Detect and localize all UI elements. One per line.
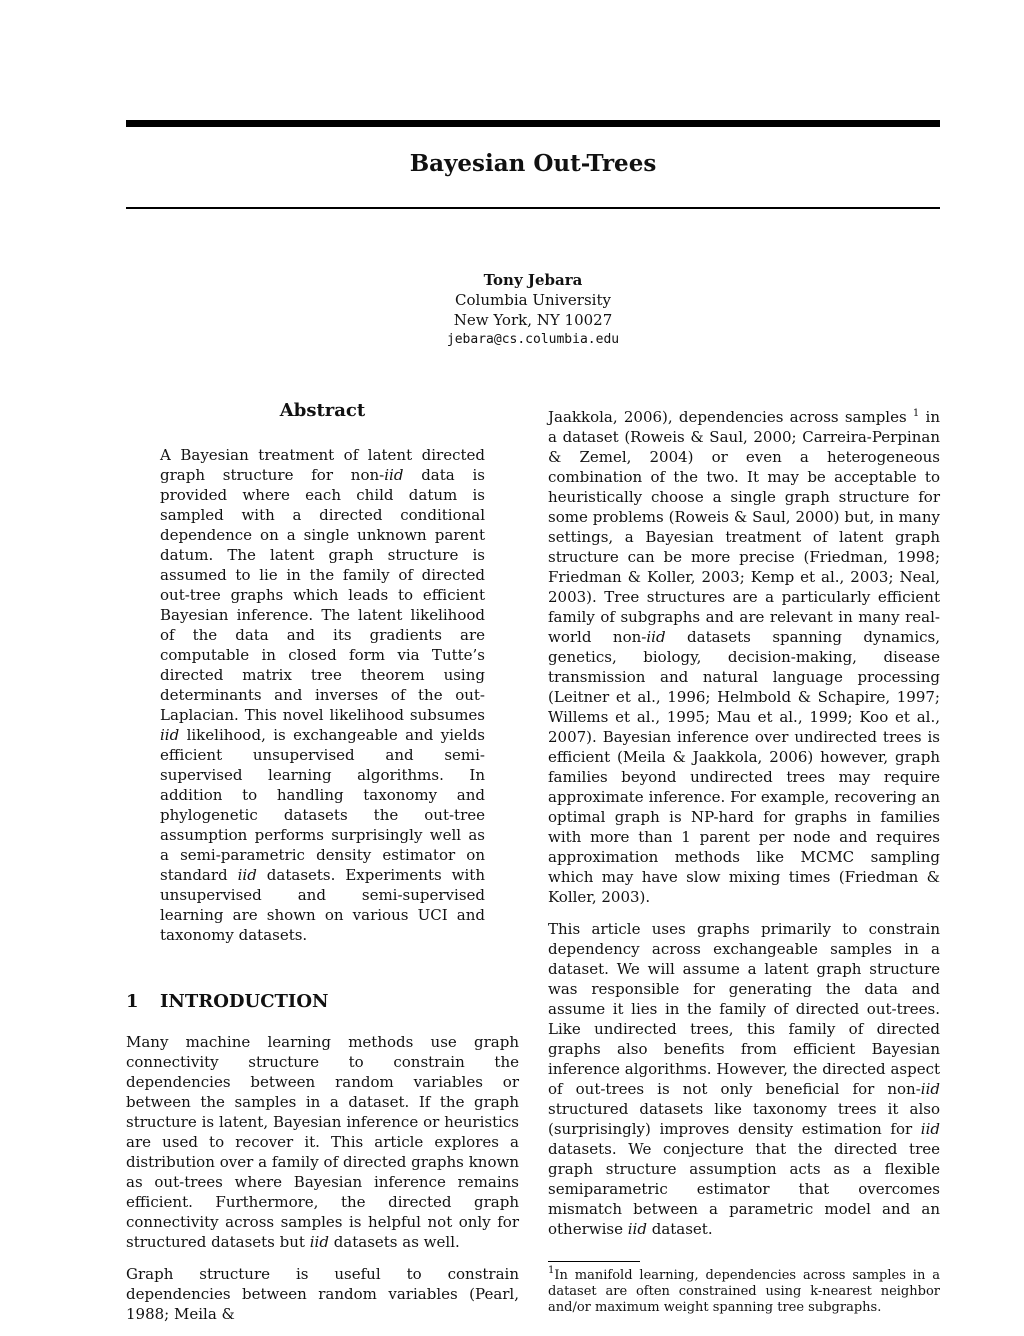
author-email: jebara@cs.columbia.edu <box>446 332 620 347</box>
intro-paragraph-1: Many machine learning methods use graph connectivity structure to constrain the dependencies between random variables or between the samples in a dataset. If the graph structure is latent, Bayesian inference or heuristics are used to recover it. This article explores a distribution over a family of directed graphs known as out-trees where Bayesian inference remains efficient. Furthermore, the directed graph connectivity across samples is helpful not only for structured datasets but iid datasets as well. <box>126 1033 519 1251</box>
title-rule-bottom <box>126 207 940 209</box>
footnote: $^1$In manifold learning, dependencies across samples in a dataset are often constrained using k-nearest neighbor and/or maximum weight spanning tree subgraphs. <box>548 1265 940 1315</box>
title-rule-top <box>126 120 940 127</box>
left-column <box>126 400 519 1336</box>
abstract-text: A Bayesian treatment of latent directed graph structure for non-iid data is provided where each child datum is sampled with a directed conditional dependence on a single unknown parent datum. The latent graph structure is assumed to lie in the family of directed out-tree graphs which leads to efficient Bayesian inference. The latent likelihood of the data and its gradients are computable in closed form via Tutte’s directed matrix tree theorem using determinants and inverses of the out-Laplacian. This novel likelihood subsumes iid likelihood, is exchangeable and yields efficient unsupervised and semi-supervised learning algorithms. In addition to handling taxonomy and phylogenetic datasets the out-tree assumption performs surprisingly well as a semi-parametric density estimator on standard iid datasets. Experiments with unsupervised and semi-supervised learning are shown on various UCI and taxonomy datasets. <box>160 446 486 944</box>
intro-paragraph-2-start: Graph structure is useful to constrain dependencies between random variables (Pearl, 1988; Meila & <box>126 1265 519 1323</box>
author-affiliation: Columbia University <box>455 291 611 309</box>
section-number: 1 <box>126 991 139 1012</box>
paper-title: Bayesian Out-Trees <box>409 150 657 177</box>
section-heading-introduction <box>126 991 519 1012</box>
intro-paragraph-2-continued: Jaakkola, 2006), dependencies across samples $^1$ in a dataset (Roweis & Saul, 2000; Carreira-Perpinan & Zemel, 2004) or even a heterogeneous combination of the two. It may be acceptable to heuristically choose a single graph structure for some problems (Roweis & Saul, 2000) but, in many settings, a Bayesian treatment of latent graph structure can be more precise (Friedman, 1998; Friedman & Koller, 2003; Kemp et al., 2003; Neal, 2003). Tree structures are a particularly efficient family of subgraphs and are relevant in many real-world non-iid datasets spanning dynamics, genetics, biology, decision-making, disease transmission and natural language processing (Leitner et al., 1996; Helmbold & Schapire, 1997; Willems et al., 1995; Mau et al., 1999; Koo et al., 2007). Bayesian inference over undirected trees is efficient (Meila & Jaakkola, 2006) however, graph families beyond undirected trees may require approximate inference. For example, recovering an optimal graph is NP-hard for graphs in families with more than 1 parent per node and requires approximation methods like MCMC sampling which may have slow mixing times (Friedman & Koller, 2003). <box>548 408 940 906</box>
footnote-marker: 1 <box>912 408 920 419</box>
footnote-rule <box>548 1261 640 1262</box>
abstract-heading: Abstract <box>279 400 366 421</box>
intro-paragraph-3: This article uses graphs primarily to constrain dependency across exchangeable samples in a dataset. We will assume a latent graph structure was responsible for generating the data and assume it lies in the family of directed out-trees. Like undirected trees, this family of directed graphs also benefits from efficient Bayesian inference algorithms. However, the directed aspect of out-trees is not only beneficial for non-iid structured datasets like taxonomy trees it also (surprisingly) improves density estimation for iid datasets. We conjecture that the directed tree graph structure assumption acts as a flexible semiparametric estimator that overcomes mismatch between a parametric model and an otherwise iid dataset. <box>548 920 940 1238</box>
right-column <box>548 407 940 1316</box>
author-block <box>126 270 940 350</box>
author-name: Tony Jebara <box>483 271 583 289</box>
section-title: INTRODUCTION <box>160 991 329 1012</box>
author-address: New York, NY 10027 <box>453 311 613 329</box>
footnote-number: 1 <box>548 1265 555 1276</box>
